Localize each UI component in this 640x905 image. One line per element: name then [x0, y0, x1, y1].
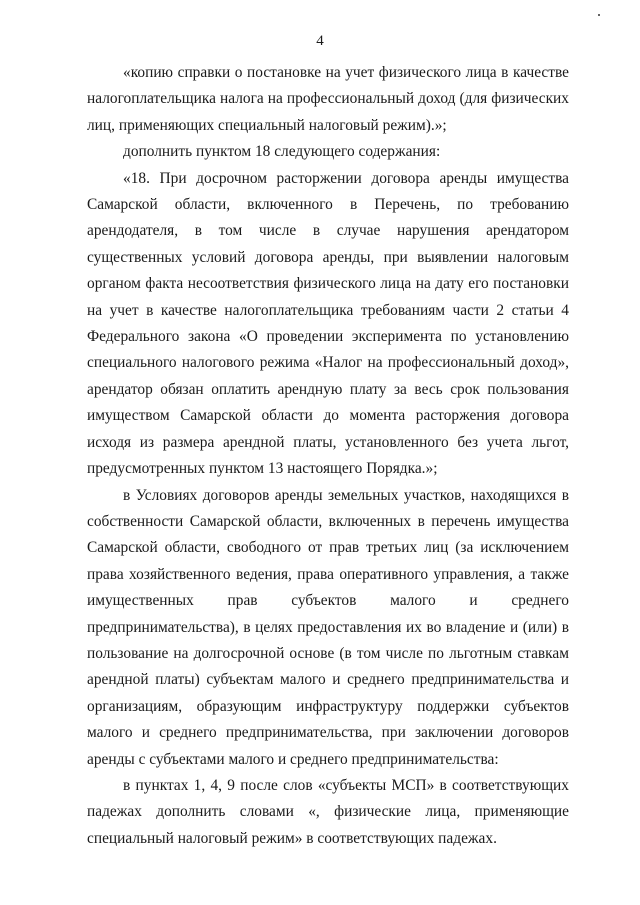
- page-number: 4: [316, 33, 324, 49]
- paragraph-items-1-4-9: в пунктах 1, 4, 9 после слов «субъекты МСП» в соответствующих падежах дополнить словами «, физические лица, применяющие специальный налоговый режим» в соответствующих падежах.: [87, 776, 569, 847]
- paragraph-add-item-18: дополнить пунктом 18 следующего содержания:: [123, 143, 441, 161]
- paragraph-item-18: «18. При досрочном расторжении договора аренды имущества Самарской области, включенного в Перечень, по требованию арендодателя, в том числе в случае нарушения арендатором существенных условий договора аренды, при выявлении налоговым органом факта несоответствия физического лица на дату его постановки на учет в качестве налогоплательщика требованиям части 2 статьи 4 Федерального закона «О проведении эксперимента по установлению специального налогового режима «Налог на профессиональный доход», арендатор обязан оплатить арендную плату за весь срок пользования имуществом Самарской области до момента расторжения договора исходя из размера арендной платы, установленного без учета льгот, предусмотренных пунктом 13 настоящего Порядка.»;: [87, 169, 569, 478]
- document-body: [87, 60, 569, 852]
- paragraph-form-amendment: «копию справки о постановке на учет физического лица в качестве налогоплательщика налога на профессиональный доход (для физических лиц, применяющих специальный налоговый режим).»;: [87, 64, 569, 134]
- scan-speck: [598, 14, 600, 16]
- paragraph-land-lease-conditions: в Условиях договоров аренды земельных участков, находящихся в собственности Самарской области, включенных в перечень имущества Самарской области, свободного от прав третьих лиц (за исключением права хозяйственного ведения, права оперативного управления, а также имущественных прав субъектов малого и среднего предпринимательства), в целях предоставления их во владение и (или) в пользование на долгосрочной основе (в том числе по льготным ставкам арендной платы) субъектам малого и среднего предпринимательства и организациям, образующим инфраструктуру поддержки субъектов малого и среднего предпринимательства, при заключении договоров аренды с субъектами малого и среднего предпринимательства:: [87, 486, 569, 768]
